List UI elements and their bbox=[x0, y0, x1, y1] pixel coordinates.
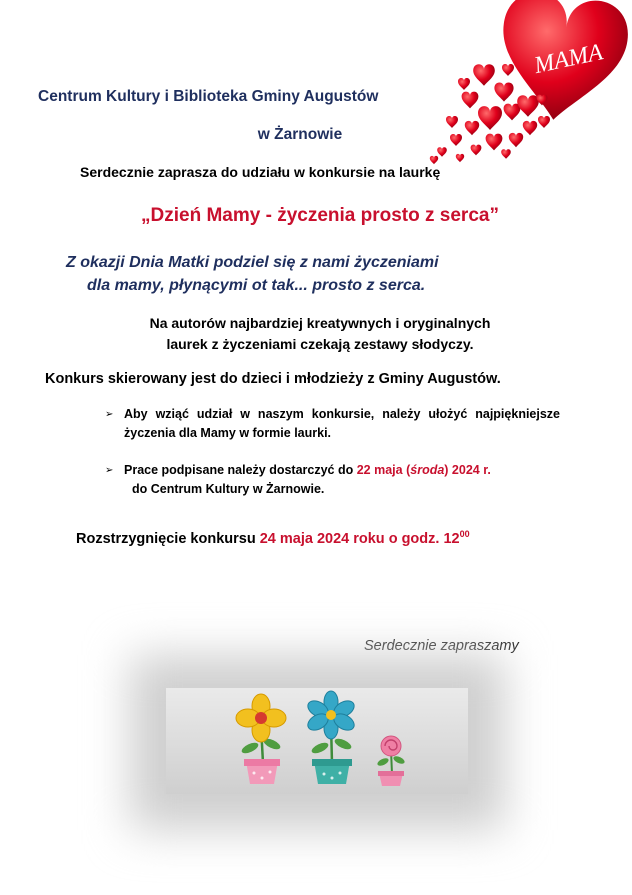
prize-line-2: laurek z życzeniami czekają zestawy słodyczy. bbox=[166, 336, 474, 352]
deadline-date bbox=[357, 463, 491, 477]
hearts-decoration bbox=[412, 0, 632, 180]
heart-label: MAMA bbox=[531, 39, 606, 80]
occasion-text bbox=[66, 251, 439, 297]
organizer-location: w Żarnowie bbox=[257, 126, 343, 143]
delivery-place: do Centrum Kultury w Żarnowie. bbox=[132, 482, 325, 496]
rule-1-text: Aby wziąć udział w naszym konkursie, należy ułożyć najpiękniejsze życzenia dla Mamy w formie laurki. bbox=[124, 407, 560, 440]
arrow-bullet-icon: ➢ bbox=[105, 465, 114, 476]
result-prefix: Rozstrzygnięcie konkursu bbox=[76, 530, 260, 547]
result-announcement bbox=[76, 529, 470, 547]
prize-text bbox=[0, 313, 632, 355]
invitation-text: Serdecznie zaprasza do udziału w konkursie na laurkę bbox=[80, 164, 441, 180]
prize-line-1: Na autorów najbardziej kreatywnych i oryginalnych bbox=[149, 315, 491, 331]
closing-text: Serdecznie zapraszamy bbox=[364, 638, 519, 654]
rules-list bbox=[105, 405, 560, 499]
deadline-year: ) 2024 r. bbox=[444, 463, 491, 477]
result-date: 24 maja 2024 roku o godz. 12 bbox=[259, 530, 460, 547]
rule-2-prefix: Prace podpisane należy dostarczyć do bbox=[124, 463, 357, 477]
flower-pots-picture bbox=[166, 688, 468, 794]
deadline-date-part: 22 maja ( bbox=[356, 463, 411, 477]
rule-2-text bbox=[124, 461, 560, 480]
contest-title: „Dzień Mamy - życzenia prosto z serca” bbox=[141, 205, 499, 226]
result-minutes: 00 bbox=[459, 529, 470, 539]
target-audience: Konkurs skierowany jest do dzieci i młodzieży z Gminy Augustów. bbox=[45, 371, 501, 387]
deadline-day: środa bbox=[410, 463, 445, 477]
rule-item bbox=[105, 405, 560, 443]
occasion-line-1: Z okazji Dnia Matki podziel się z nami życzeniami bbox=[66, 254, 439, 271]
rule-item bbox=[105, 461, 560, 499]
arrow-bullet-icon: ➢ bbox=[105, 409, 114, 420]
rule-2-line-2 bbox=[124, 480, 560, 499]
occasion-line-2: dla mamy, płynącymi ot tak... prosto z serca. bbox=[87, 277, 426, 294]
organizer-name: Centrum Kultury i Biblioteka Gminy Augustów bbox=[38, 88, 379, 105]
